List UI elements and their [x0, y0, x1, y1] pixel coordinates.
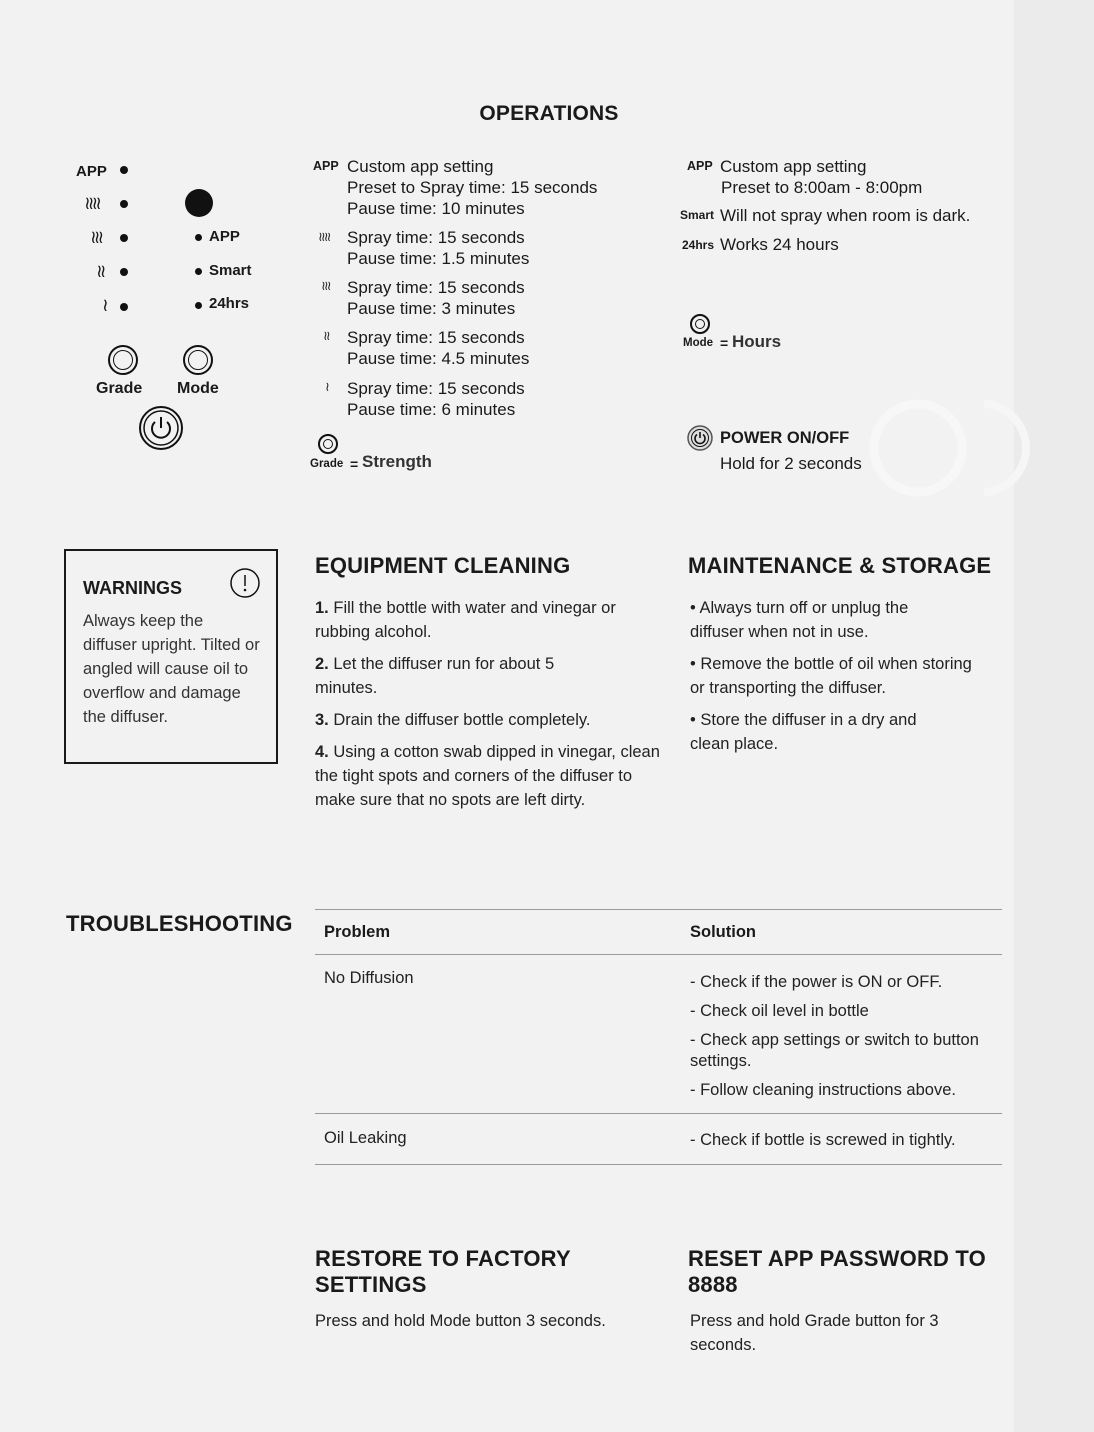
wave-4-icon: ≀≀≀≀ — [318, 229, 330, 244]
indicator-dot — [120, 303, 128, 311]
wave-3-icon: ≀≀≀ — [321, 278, 330, 293]
power-text: Hold for 2 seconds — [720, 454, 862, 473]
table-row-solutions: - Check if the power is ON or OFF. - Check oil level in bottle - Check app settings or switch to button settings. - Follow cleaning instructions above. — [690, 973, 979, 1099]
mode-dot — [195, 234, 202, 241]
troubleshooting-title: TROUBLESHOOTING — [66, 911, 293, 936]
list-item: • Store the diffuser in a dry and clean place. — [690, 711, 917, 753]
reset-text: Press and hold Grade button for 3 seconds. — [690, 1312, 939, 1354]
warnings-title: WARNINGS — [83, 578, 182, 598]
wave-2-icon: ≀≀ — [323, 328, 329, 343]
restore-title: RESTORE TO FACTORY SETTINGS — [315, 1246, 571, 1297]
mode-row-tag: 24hrs — [682, 238, 715, 252]
mode-24hrs-label: 24hrs — [209, 295, 250, 312]
table-row-problem: Oil Leaking — [324, 1129, 407, 1147]
mode-column — [680, 155, 1040, 485]
warnings-text: Always keep the diffuser upright. Tilted or angled will cause oil to overflow and damage the diffuser. — [83, 612, 260, 726]
mode-legend-text: Hours — [732, 332, 782, 351]
table-divider — [315, 1164, 1002, 1165]
list-item: • Always turn off or unplug the diffuser when not in use. — [690, 599, 909, 641]
wave-3-icon: ≀≀≀ — [90, 227, 102, 247]
power-button[interactable] — [138, 405, 184, 451]
mode-dot — [195, 268, 202, 275]
mode-button[interactable] — [183, 345, 213, 375]
wave-1-icon: ≀ — [102, 295, 109, 315]
list-item: 1. Fill the bottle with water and vinegar or rubbing alcohol. — [315, 599, 616, 641]
status-light — [185, 189, 213, 217]
mode-row-tag: APP — [687, 159, 713, 173]
grade-button[interactable] — [108, 345, 138, 375]
exclamation-circle-icon — [229, 567, 261, 599]
grade-row-app: Custom app setting Preset to Spray time: 15 seconds Pause time: 10 minutes — [347, 157, 598, 218]
mode-row-smart: Will not spray when room is dark. — [720, 206, 971, 225]
mode-smart-label: Smart — [209, 262, 252, 279]
list-item: • Remove the bottle of oil when storing or transporting the diffuser. — [690, 655, 972, 697]
restore-text: Press and hold Mode button 3 seconds. — [315, 1312, 606, 1330]
indicator-dot — [120, 166, 128, 174]
mode-row-24hrs: Works 24 hours — [720, 235, 839, 254]
grade-row-4: Spray time: 15 seconds Pause time: 1.5 minutes — [347, 228, 530, 268]
grade-column — [310, 155, 670, 485]
mode-label: Mode — [177, 380, 219, 397]
maintenance-list — [690, 596, 990, 756]
mode-legend-eq: = — [720, 335, 729, 351]
grade-legend-text: Strength — [362, 452, 432, 471]
power-icon — [686, 424, 714, 452]
grade-legend-eq: = — [350, 456, 359, 472]
list-item: 3. Drain the diffuser bottle completely. — [315, 711, 591, 729]
panel-app-label: APP — [76, 163, 107, 180]
table-row-problem: No Diffusion — [324, 969, 414, 987]
grade-row-3: Spray time: 15 seconds Pause time: 3 minutes — [347, 278, 525, 318]
indicator-dot — [120, 268, 128, 276]
cleaning-steps — [315, 596, 660, 812]
operations-title: OPERATIONS — [479, 102, 619, 125]
indicator-dot — [120, 200, 128, 208]
list-item: 4. Using a cotton swab dipped in vinegar, clean the tight spots and corners of the diffuser to make sure that no spots are left dirty. — [315, 743, 660, 809]
wave-4-icon: ≀≀≀≀ — [84, 193, 99, 213]
grade-row-1: Spray time: 15 seconds Pause time: 6 minutes — [347, 379, 525, 419]
table-header-solution: Solution — [690, 923, 756, 941]
table-divider — [315, 909, 1002, 910]
wave-1-icon: ≀ — [325, 379, 328, 394]
mode-app-label: APP — [209, 228, 240, 245]
indicator-dot — [120, 234, 128, 242]
cleaning-title: EQUIPMENT CLEANING — [315, 553, 571, 578]
mode-legend-tag: Mode — [683, 337, 714, 349]
reset-title: RESET APP PASSWORD TO 8888 — [688, 1246, 986, 1297]
grade-row-tag: APP — [313, 159, 339, 173]
list-item: 2. Let the diffuser run for about 5 minutes. — [315, 655, 555, 697]
control-panel — [60, 155, 300, 455]
grade-legend-tag: Grade — [310, 458, 344, 470]
table-divider — [315, 954, 1002, 955]
wave-2-icon: ≀≀ — [96, 261, 104, 281]
mode-row-tag: Smart — [680, 208, 715, 222]
table-header-problem: Problem — [324, 923, 391, 941]
maintenance-title: MAINTENANCE & STORAGE — [688, 553, 992, 578]
mode-row-app: Custom app setting Preset to 8:00am - 8:00pm — [720, 157, 923, 197]
power-title: POWER ON/OFF — [720, 429, 850, 447]
table-row-solutions: - Check if bottle is screwed in tightly. — [690, 1131, 956, 1149]
round-button-icon — [690, 314, 710, 334]
round-button-icon — [318, 434, 338, 454]
grade-label: Grade — [96, 380, 143, 397]
table-divider — [315, 1113, 1002, 1114]
grade-row-2: Spray time: 15 seconds Pause time: 4.5 minutes — [347, 328, 530, 368]
warnings-box — [64, 549, 278, 764]
mode-dot — [195, 302, 202, 309]
